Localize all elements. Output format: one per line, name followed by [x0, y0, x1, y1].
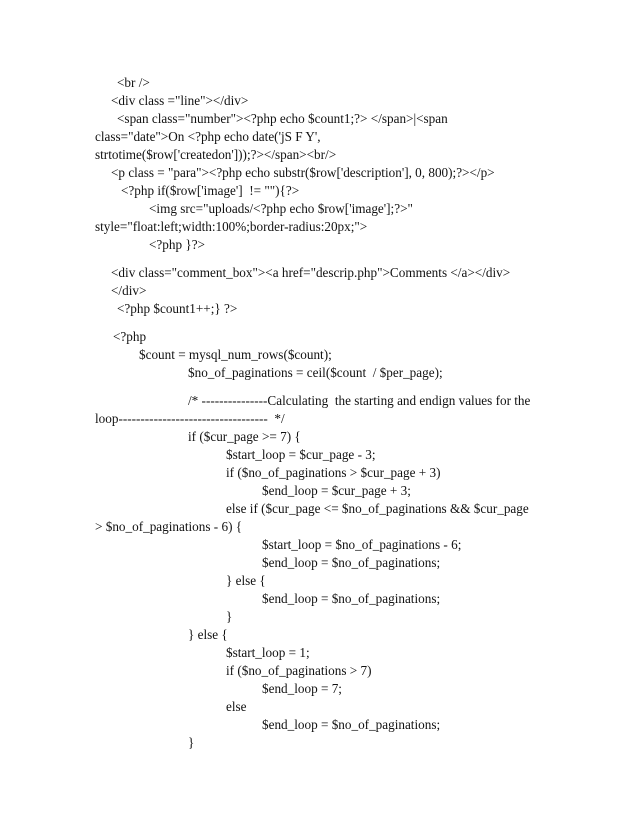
code-line: /* ---------------Calculating the starting and endign values for the — [188, 393, 531, 408]
code-line: $end_loop = $no_of_paginations; — [262, 717, 441, 732]
code-line: $end_loop = $no_of_paginations; — [262, 555, 441, 570]
code-line: $start_loop = 1; — [226, 645, 310, 660]
code-line: loop---------------------------------- */ — [95, 411, 285, 426]
code-line: <img src="uploads/<?php echo $row['image'];?>" — [149, 201, 413, 216]
code-line: $start_loop = $cur_page - 3; — [226, 447, 376, 462]
code-line: } — [188, 735, 195, 750]
code-line: <span class="number"><?php echo $count1;?> </span>|<span — [117, 111, 448, 126]
code-line: <?php }?> — [149, 237, 205, 252]
code-line: <?php — [113, 329, 147, 344]
code-line: } else { — [226, 573, 266, 588]
code-line: $count = mysql_num_rows($count); — [139, 347, 332, 362]
code-line: else — [226, 699, 247, 714]
code-line: $start_loop = $no_of_paginations - 6; — [262, 537, 462, 552]
code-line: } else { — [188, 627, 228, 642]
code-line: $end_loop = $cur_page + 3; — [262, 483, 411, 498]
code-line: <br /> — [117, 75, 150, 90]
code-line: class="date">On <?php echo date('jS F Y', — [95, 129, 321, 144]
code-line: <p class = "para"><?php echo substr($row['description'], 0, 800);?></p> — [111, 165, 495, 180]
code-line: $no_of_paginations = ceil($count / $per_page); — [188, 365, 443, 380]
code-line: $end_loop = $no_of_paginations; — [262, 591, 441, 606]
code-line: <div class ="line"></div> — [111, 93, 249, 108]
code-line: } — [226, 609, 233, 624]
code-line: <?php if($row['image'] != ""){?> — [121, 183, 300, 198]
code-line: > $no_of_paginations - 6) { — [95, 519, 243, 534]
code-line: if ($cur_page >= 7) { — [188, 429, 301, 444]
code-line: $end_loop = 7; — [262, 681, 342, 696]
code-line: if ($no_of_paginations > 7) — [226, 663, 372, 678]
code-line: </div> — [111, 283, 147, 298]
code-line: style="float:left;width:100%;border-radius:20px;"> — [95, 219, 368, 234]
code-line: strtotime($row['createdon']));?></span><br/> — [95, 147, 337, 162]
code-line: <div class="comment_box"><a href="descrip.php">Comments </a></div> — [111, 265, 511, 280]
code-line: <?php $count1++;} ?> — [117, 301, 238, 316]
code-line: if ($no_of_paginations > $cur_page + 3) — [226, 465, 441, 480]
code-line: else if ($cur_page <= $no_of_paginations && $cur_page — [226, 501, 529, 516]
